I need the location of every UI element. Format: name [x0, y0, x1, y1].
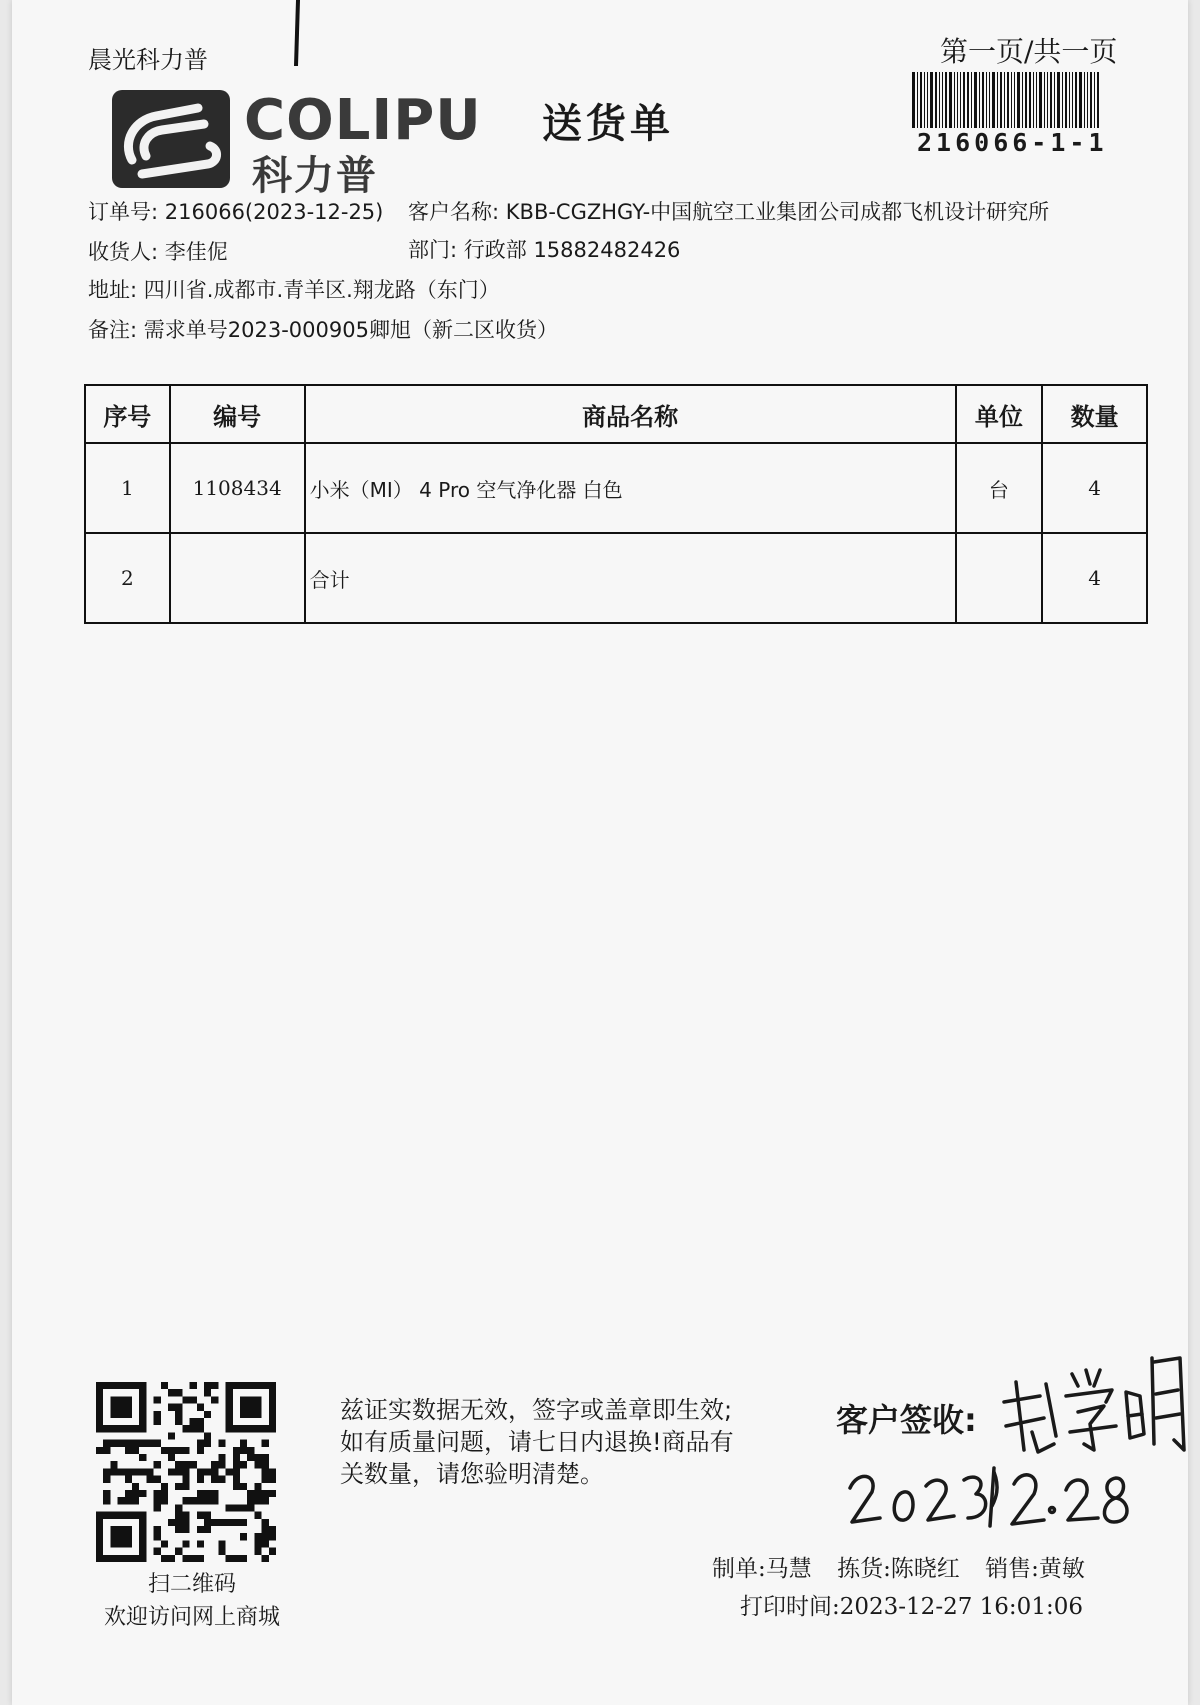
receiver-label: 收货人:	[88, 240, 159, 264]
barcode-bar	[1029, 72, 1031, 128]
notice-text	[340, 1394, 772, 1490]
receiver-value: 李佳伲	[164, 240, 228, 264]
receiver	[88, 236, 228, 266]
barcode-bar	[942, 72, 943, 128]
barcode-bar	[1084, 72, 1085, 128]
barcode-bar	[1054, 72, 1055, 128]
cell-code: 1108434	[170, 443, 305, 533]
cell-code	[170, 533, 305, 623]
barcode-bar	[957, 72, 958, 128]
barcode-bar	[1044, 72, 1045, 128]
cell-quantity: 4	[1042, 443, 1147, 533]
barcode-bar	[1004, 72, 1005, 128]
barcode-bar	[982, 72, 984, 128]
barcode-bar	[1065, 72, 1067, 128]
table-row	[85, 533, 1147, 623]
header-quantity: 数量	[1042, 385, 1147, 443]
barcode-bar	[1017, 72, 1020, 128]
barcode-bar	[945, 72, 947, 128]
staff-line	[712, 1550, 1103, 1583]
barcode-bar	[1033, 72, 1034, 128]
barcode-bar	[954, 72, 955, 128]
barcode-number: 216066-1-1	[917, 128, 1108, 157]
customer-sign-label: 客户签收:	[836, 1401, 977, 1439]
remark-value: 需求单号2023-000905卿旭（新二区收货）	[143, 318, 558, 342]
barcode-bar	[967, 72, 969, 128]
barcode-bar	[986, 72, 987, 128]
notice-line2: 如有质量问题，请七日内退换!商品有	[340, 1428, 734, 1456]
cell-product: 合计	[305, 533, 956, 623]
barcode	[912, 72, 1140, 128]
barcode-bar	[1011, 72, 1012, 128]
barcode-bar	[1007, 72, 1009, 128]
sales: 销售:黄敏	[985, 1556, 1085, 1582]
header-code: 编号	[170, 385, 305, 443]
barcode-bar	[1000, 72, 1002, 128]
barcode-bar	[1047, 72, 1048, 128]
page-number: 第一页/共一页	[940, 35, 1118, 68]
address-label: 地址:	[88, 278, 138, 302]
barcode-bar	[1050, 72, 1052, 128]
remark-label: 备注:	[88, 318, 138, 342]
order-label: 订单号:	[88, 200, 159, 224]
cell-product: 小米（MI） 4 Pro 空气净化器 白色	[305, 443, 956, 533]
document-title: 送货单	[542, 101, 674, 147]
barcode-bar	[1087, 72, 1088, 128]
header-product: 商品名称	[305, 385, 956, 443]
barcode-bar	[1014, 72, 1015, 128]
cell-index: 1	[85, 443, 170, 533]
barcode-bar	[935, 72, 937, 128]
header-index: 序号	[85, 385, 170, 443]
dept-value: 行政部 15882482426	[463, 238, 681, 262]
department	[408, 234, 680, 264]
order-value: 216066(2023-12-25)	[164, 200, 384, 224]
barcode-bar	[1097, 72, 1099, 128]
qr-caption	[82, 1568, 302, 1634]
address	[88, 274, 500, 304]
barcode-bar	[1039, 72, 1042, 128]
barcode-bar	[1057, 72, 1060, 128]
items-table	[84, 384, 1148, 624]
cell-index: 2	[85, 533, 170, 623]
pen-mark	[288, 0, 308, 70]
logo-wordmark: COLIPU	[244, 88, 482, 153]
barcode-bar	[1025, 72, 1027, 128]
barcode-bar	[1072, 72, 1073, 128]
barcode-bar	[963, 72, 965, 128]
dept-label: 部门:	[408, 238, 458, 262]
order-number	[88, 196, 383, 226]
barcode-bar	[979, 72, 980, 128]
customer-value: KBB-CGZHGY-中国航空工业集团公司成都飞机设计研究所	[505, 200, 1050, 224]
company-name: 晨光科力普	[88, 46, 208, 74]
barcode-bar	[924, 72, 925, 128]
barcode-bar	[1094, 72, 1095, 128]
print-time: 打印时间:2023-12-27 16:01:06	[740, 1594, 1083, 1620]
barcode-bar	[1075, 72, 1077, 128]
barcode-bar	[917, 72, 918, 128]
qr-caption-line2: 欢迎访问网上商城	[103, 1605, 280, 1630]
barcode-bar	[939, 72, 940, 128]
barcode-bar	[971, 72, 972, 128]
colipu-logo-icon	[112, 90, 230, 188]
barcode-bar	[927, 72, 928, 128]
cell-unit: 台	[956, 443, 1043, 533]
barcode-bar	[1036, 72, 1037, 128]
cell-quantity: 4	[1042, 533, 1147, 623]
barcode-bar	[989, 72, 990, 128]
cell-unit	[956, 533, 1043, 623]
picker: 拣货:陈晓红	[837, 1556, 960, 1582]
barcode-bar	[1079, 72, 1082, 128]
handwritten-date	[844, 1460, 1144, 1540]
barcode-bar	[997, 72, 998, 128]
header-unit: 单位	[956, 385, 1043, 443]
delivery-note-page	[12, 0, 1188, 1705]
customer-name	[408, 196, 1049, 226]
barcode-bar	[912, 72, 915, 128]
maker: 制单:马慧	[712, 1556, 812, 1582]
barcode-bar	[949, 72, 952, 128]
barcode-bar	[1062, 72, 1063, 128]
barcode-bar	[920, 72, 922, 128]
barcode-bar	[992, 72, 995, 128]
address-value: 四川省.成都市.青羊区.翔龙路（东门）	[143, 278, 500, 302]
customer-label: 客户名称:	[408, 200, 500, 224]
barcode-bar	[1022, 72, 1023, 128]
table-row	[85, 443, 1147, 533]
barcode-bar	[930, 72, 933, 128]
logo-chinese: 科力普	[252, 153, 378, 199]
qr-code-icon	[96, 1382, 276, 1562]
notice-line3: 关数量，请您验明清楚。	[340, 1460, 604, 1488]
notice-line1: 兹证实数据无效，签字或盖章即生效;	[340, 1396, 733, 1424]
barcode-bar	[1069, 72, 1070, 128]
barcode-bar	[960, 72, 961, 128]
table-header-row	[85, 385, 1147, 443]
remark	[88, 314, 558, 344]
qr-caption-line1: 扫二维码	[147, 1572, 236, 1597]
barcode-bar	[1090, 72, 1092, 128]
barcode-bar	[974, 72, 977, 128]
